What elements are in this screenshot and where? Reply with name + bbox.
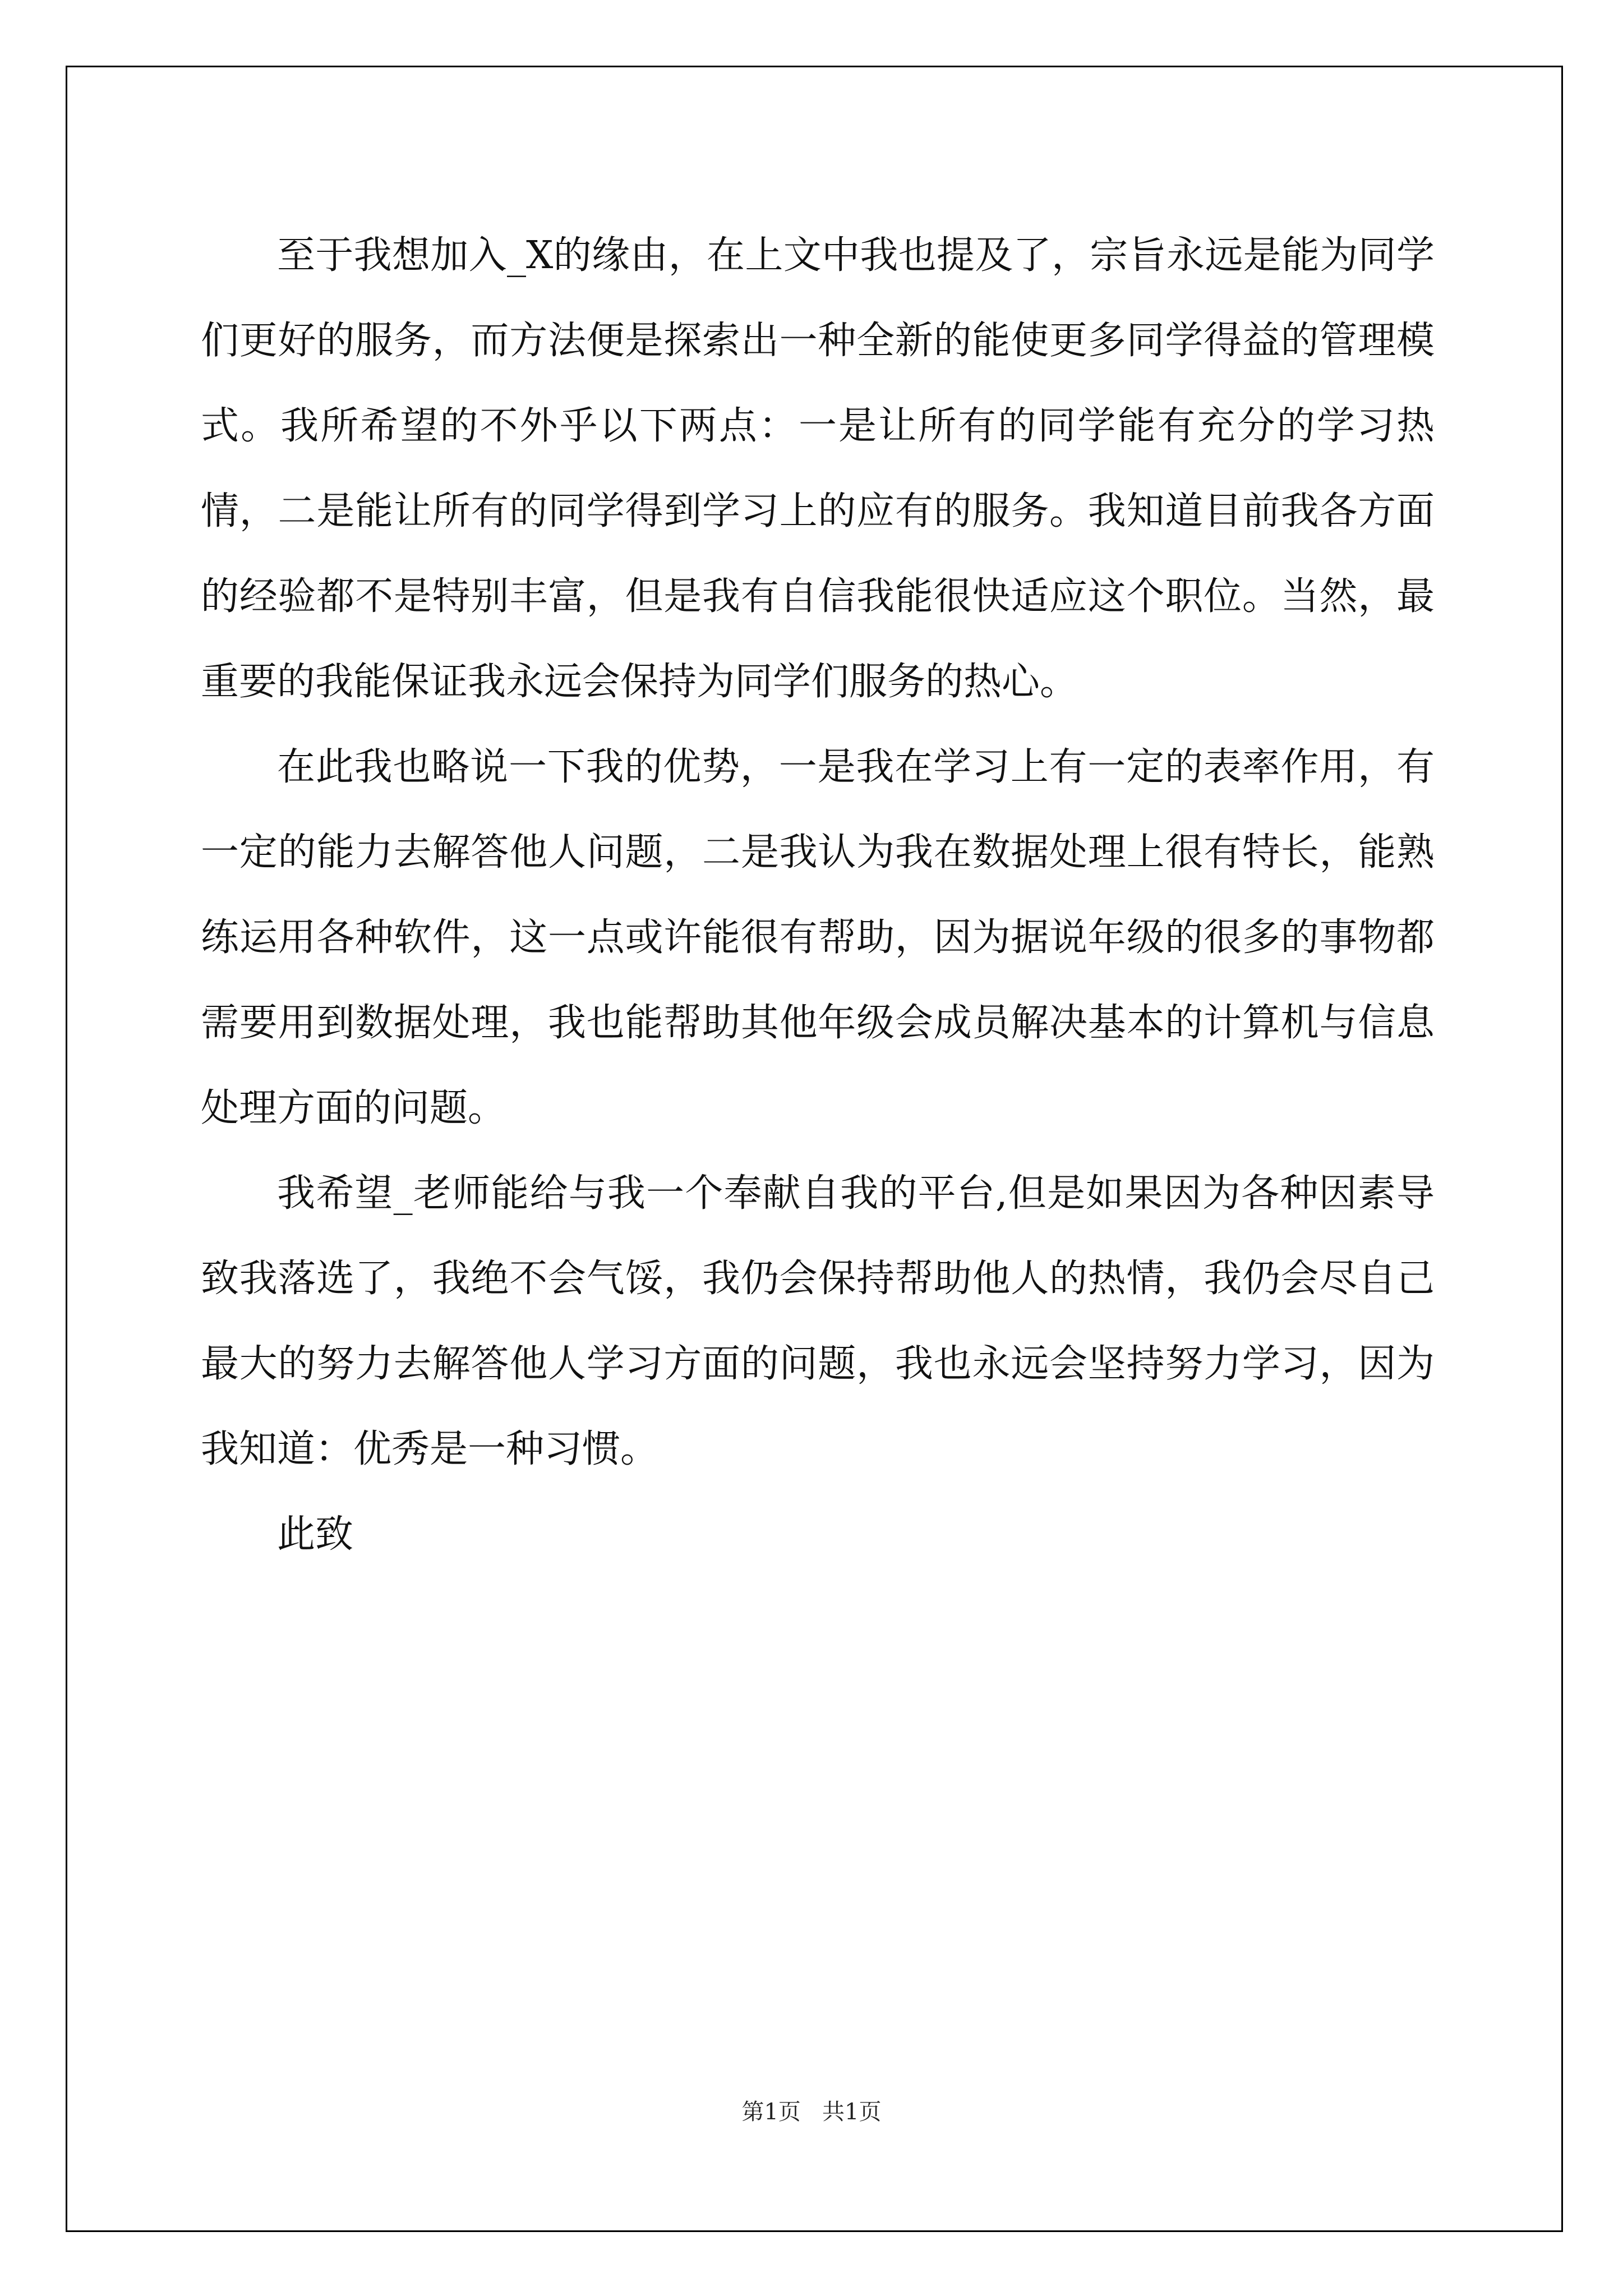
paragraph-advantages: 在此我也略说一下我的优势，一是我在学习上有一定的表率作用，有一定的能力去解答他人问题，二是我认为我在数据处理上很有特长，能熟练运用各种软件，这一点或许能很有帮助，因为据说年级的很多的事物都需要用到数据处理，我也能帮助其他年级会成员解决基本的计算机与信息处理方面的问题。 [201,745,1435,1130]
page-number-footer: 第1页 共1页 [741,2099,882,2125]
paragraph-reason: 至于我想加入_X的缘由，在上文中我也提及了，宗旨永远是能为同学们更好的服务，而方法便是探索出一种全新的能使更多同学得益的管理模式。我所希望的不外乎以下两点：一是让所有的同学能有充分的学习热情，二是能让所有的同学得到学习上的应有的服务。我知道目前我各方面的经验都不是特别丰富，但是我有自信我能很快适应这个职位。当然，最重要的我能保证我永远会保持为同学们服务的热心。 [201,233,1435,704]
document-body [201,213,1435,1577]
paragraph-hope: 我希望_老师能给与我一个奉献自我的平台,但是如果因为各种因素导致我落选了，我绝不会气馁，我仍会保持帮助他人的热情，我仍会尽自己最大的努力去解答他人学习方面的问题，我也永远会坚持努力学习，因为我知道：优秀是一种习惯。 [201,1171,1435,1471]
closing-salutation: 此致 [277,1512,354,1557]
